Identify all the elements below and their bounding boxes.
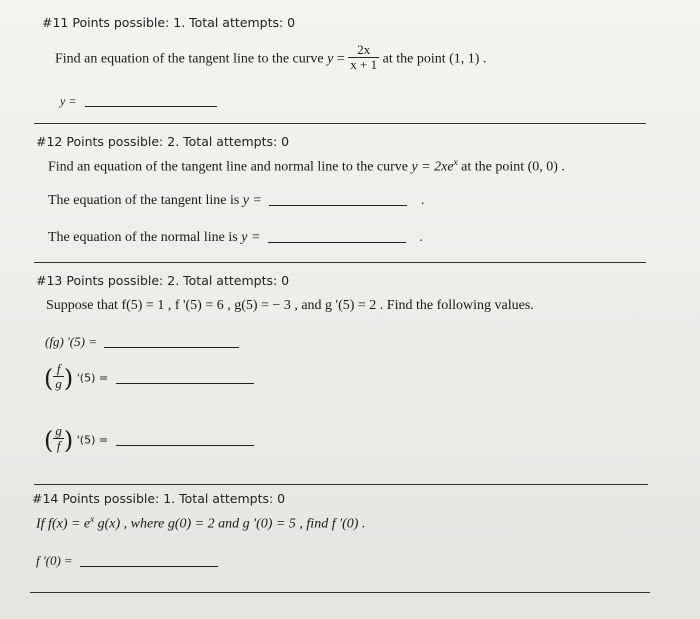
q13-part2-lparen: ( (44, 364, 54, 393)
q11-var-y: y (327, 51, 334, 67)
q14-answer-row (36, 553, 218, 569)
q13-part2-input[interactable] (116, 371, 254, 384)
q13-part2-suffix: '(5) = (76, 371, 109, 385)
q13-part2-row (44, 361, 254, 393)
q12-tangent-row (48, 193, 424, 209)
q12-tangent-input[interactable] (269, 193, 407, 206)
q12-normal-period: . (419, 230, 423, 245)
q13-part2-num: f (53, 362, 64, 377)
divider (34, 262, 646, 263)
q14-prompt (36, 514, 365, 533)
q11-header: #11 Points possible: 1. Total attempts: 0 (42, 15, 296, 30)
q11-fraction (348, 43, 379, 72)
q12-normal-input[interactable] (268, 230, 406, 243)
q12-normal-label: The equation of the normal line is (48, 230, 238, 245)
q13-header: #13 Points possible: 2. Total attempts: 0 (36, 273, 290, 288)
q14-prompt-rest: g(x) , where g(0) = 2 and g '(0) = 5 , find f '(0) . (97, 516, 366, 532)
q11-answer-input[interactable] (85, 94, 217, 107)
q12-normal-var: y = (241, 230, 261, 245)
q14-prompt-exp: x (90, 514, 95, 524)
q14-prompt-start: If f(x) = e (36, 516, 91, 532)
q12-tangent-period: . (420, 193, 425, 208)
q12-normal-row (48, 230, 423, 246)
q12-prompt (48, 157, 565, 176)
q11-prompt (55, 42, 487, 74)
q12-prompt-start: Find an equation of the tangent line and normal line to the curve (48, 159, 409, 175)
q11-prompt-end: at the point (1, 1) . (382, 51, 487, 67)
q13-part2-rparen: ) (63, 364, 74, 393)
q11-frac-den: x + 1 (350, 57, 378, 72)
q13-part1-row (45, 334, 239, 350)
q11-answer-label: y = (60, 94, 77, 108)
q13-part3-lparen: ( (44, 426, 54, 455)
divider (34, 123, 646, 124)
q12-tangent-label: The equation of the tangent line is (48, 193, 240, 208)
q12-prompt-end: at the point (0, 0) . (461, 159, 565, 175)
q13-part1-input[interactable] (104, 335, 239, 348)
q14-answer-input[interactable] (80, 554, 218, 567)
q11-answer-row (60, 94, 217, 109)
q12-tangent-var: y = (242, 193, 262, 208)
q13-part3-num: g (55, 423, 62, 438)
q13-part3-row (44, 423, 254, 455)
q14-answer-label: f '(0) = (36, 553, 73, 568)
q12-curve: y = 2xe (411, 159, 454, 175)
q14-header: #14 Points possible: 1. Total attempts: 0 (32, 491, 286, 506)
divider (30, 592, 650, 593)
q13-part3-fraction (53, 424, 64, 453)
q12-header: #12 Points possible: 2. Total attempts: 0 (36, 134, 290, 149)
q13-part2-den: g (55, 376, 62, 391)
q13-part3-den: f (56, 438, 61, 453)
q11-prompt-start: Find an equation of the tangent line to the curve (55, 51, 324, 67)
q13-part2-fraction (53, 362, 64, 391)
q11-equals: = (336, 51, 345, 67)
q13-prompt: Suppose that f(5) = 1 , f '(5) = 6 , g(5) = − 3 , and g '(5) = 2 . Find the following values. (46, 298, 534, 313)
q13-part3-input[interactable] (116, 433, 254, 446)
divider (34, 484, 648, 485)
q11-frac-num: 2x (348, 43, 379, 58)
q13-part3-rparen: ) (63, 426, 74, 455)
q13-part3-suffix: '(5) = (76, 433, 109, 447)
q12-curve-exp: x (453, 157, 458, 167)
q13-part1-label: (fg) '(5) = (45, 334, 97, 349)
